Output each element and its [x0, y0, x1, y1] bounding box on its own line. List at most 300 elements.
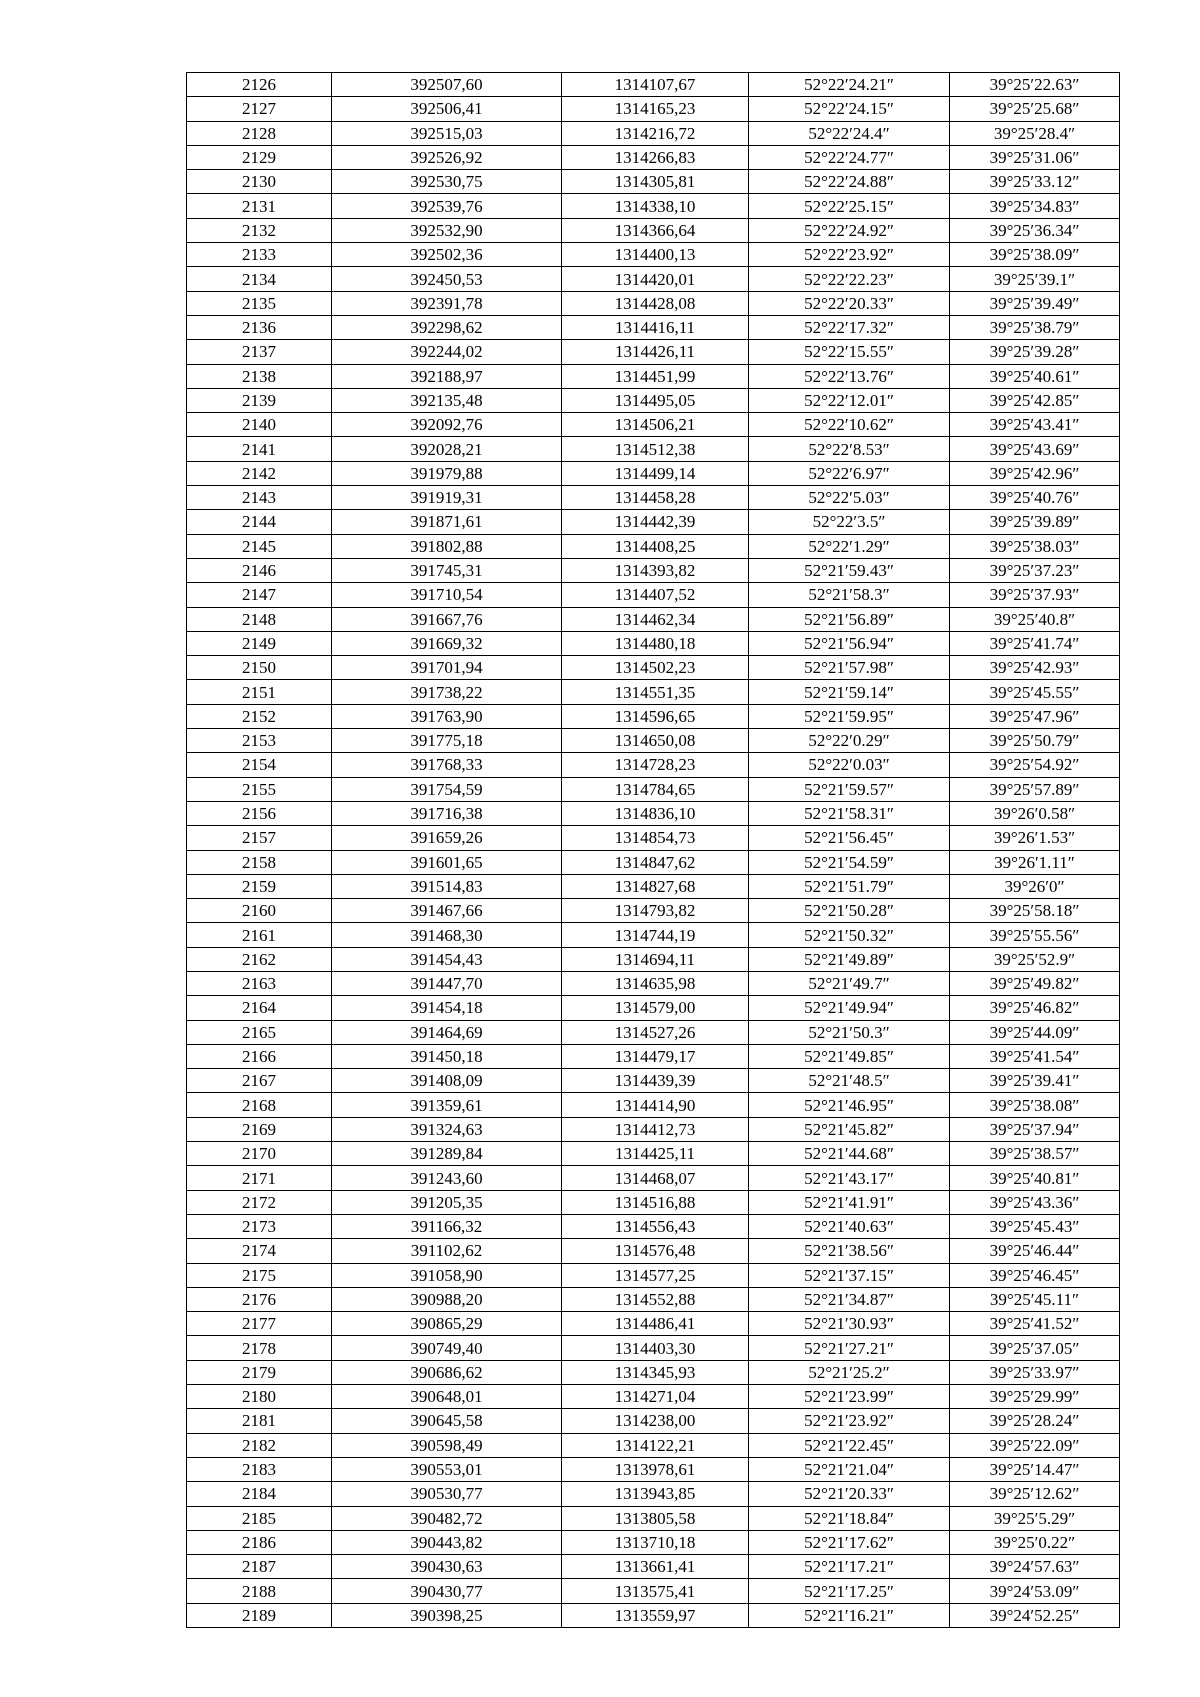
longitude-cell: 39°26′0″ [950, 874, 1120, 898]
y-coordinate-cell: 1314556,43 [562, 1214, 749, 1238]
x-coordinate-cell: 391408,09 [332, 1069, 562, 1093]
table-row [187, 1263, 1120, 1287]
latitude-cell: 52°21′50.28″ [749, 899, 950, 923]
latitude-cell: 52°22′13.76″ [749, 364, 950, 388]
longitude-cell: 39°25′41.74″ [950, 631, 1120, 655]
latitude-cell: 52°22′17.32″ [749, 315, 950, 339]
point-number-cell: 2127 [187, 97, 332, 121]
point-number-cell: 2171 [187, 1166, 332, 1190]
longitude-cell: 39°25′40.76″ [950, 486, 1120, 510]
latitude-cell: 52°21′41.91″ [749, 1190, 950, 1214]
point-number-cell: 2140 [187, 413, 332, 437]
longitude-cell: 39°25′40.8″ [950, 607, 1120, 631]
x-coordinate-cell: 392515,03 [332, 121, 562, 145]
longitude-cell: 39°25′38.08″ [950, 1093, 1120, 1117]
table-row [187, 97, 1120, 121]
y-coordinate-cell: 1313978,61 [562, 1457, 749, 1481]
latitude-cell: 52°21′23.92″ [749, 1409, 950, 1433]
point-number-cell: 2139 [187, 388, 332, 412]
y-coordinate-cell: 1314468,07 [562, 1166, 749, 1190]
table-row [187, 534, 1120, 558]
point-number-cell: 2184 [187, 1482, 332, 1506]
point-number-cell: 2156 [187, 801, 332, 825]
x-coordinate-cell: 390865,29 [332, 1312, 562, 1336]
y-coordinate-cell: 1314527,26 [562, 1020, 749, 1044]
table-row [187, 145, 1120, 169]
table-row [187, 1385, 1120, 1409]
table-row [187, 170, 1120, 194]
point-number-cell: 2136 [187, 315, 332, 339]
y-coordinate-cell: 1314408,25 [562, 534, 749, 558]
table-row [187, 1117, 1120, 1141]
point-number-cell: 2126 [187, 73, 332, 97]
latitude-cell: 52°21′59.57″ [749, 777, 950, 801]
latitude-cell: 52°22′24.21″ [749, 73, 950, 97]
longitude-cell: 39°25′37.94″ [950, 1117, 1120, 1141]
latitude-cell: 52°21′45.82″ [749, 1117, 950, 1141]
point-number-cell: 2162 [187, 947, 332, 971]
table-row [187, 899, 1120, 923]
latitude-cell: 52°21′51.79″ [749, 874, 950, 898]
latitude-cell: 52°21′17.62″ [749, 1530, 950, 1554]
table-row [187, 1287, 1120, 1311]
x-coordinate-cell: 391763,90 [332, 704, 562, 728]
table-row [187, 583, 1120, 607]
table-row [187, 826, 1120, 850]
x-coordinate-cell: 391514,83 [332, 874, 562, 898]
x-coordinate-cell: 391754,59 [332, 777, 562, 801]
y-coordinate-cell: 1314499,14 [562, 461, 749, 485]
y-coordinate-cell: 1314836,10 [562, 801, 749, 825]
y-coordinate-cell: 1314426,11 [562, 340, 749, 364]
longitude-cell: 39°25′54.92″ [950, 753, 1120, 777]
point-number-cell: 2170 [187, 1142, 332, 1166]
x-coordinate-cell: 390430,63 [332, 1555, 562, 1579]
y-coordinate-cell: 1314650,08 [562, 729, 749, 753]
x-coordinate-cell: 391450,18 [332, 1044, 562, 1068]
point-number-cell: 2160 [187, 899, 332, 923]
longitude-cell: 39°25′28.24″ [950, 1409, 1120, 1433]
x-coordinate-cell: 391166,32 [332, 1214, 562, 1238]
latitude-cell: 52°21′58.31″ [749, 801, 950, 825]
point-number-cell: 2129 [187, 145, 332, 169]
table-row [187, 971, 1120, 995]
table-row [187, 1020, 1120, 1044]
latitude-cell: 52°22′1.29″ [749, 534, 950, 558]
longitude-cell: 39°25′12.62″ [950, 1482, 1120, 1506]
x-coordinate-cell: 392188,97 [332, 364, 562, 388]
y-coordinate-cell: 1314480,18 [562, 631, 749, 655]
x-coordinate-cell: 392539,76 [332, 194, 562, 218]
table-row [187, 413, 1120, 437]
x-coordinate-cell: 391454,18 [332, 996, 562, 1020]
latitude-cell: 52°22′5.03″ [749, 486, 950, 510]
longitude-cell: 39°25′47.96″ [950, 704, 1120, 728]
x-coordinate-cell: 390430,77 [332, 1579, 562, 1603]
latitude-cell: 52°21′38.56″ [749, 1239, 950, 1263]
point-number-cell: 2143 [187, 486, 332, 510]
point-number-cell: 2159 [187, 874, 332, 898]
point-number-cell: 2182 [187, 1433, 332, 1457]
point-number-cell: 2164 [187, 996, 332, 1020]
latitude-cell: 52°21′50.32″ [749, 923, 950, 947]
x-coordinate-cell: 391468,30 [332, 923, 562, 947]
point-number-cell: 2172 [187, 1190, 332, 1214]
y-coordinate-cell: 1314266,83 [562, 145, 749, 169]
y-coordinate-cell: 1313943,85 [562, 1482, 749, 1506]
longitude-cell: 39°25′5.29″ [950, 1506, 1120, 1530]
point-number-cell: 2177 [187, 1312, 332, 1336]
x-coordinate-cell: 391802,88 [332, 534, 562, 558]
latitude-cell: 52°21′58.3″ [749, 583, 950, 607]
latitude-cell: 52°21′23.99″ [749, 1385, 950, 1409]
point-number-cell: 2188 [187, 1579, 332, 1603]
x-coordinate-cell: 391058,90 [332, 1263, 562, 1287]
longitude-cell: 39°25′43.36″ [950, 1190, 1120, 1214]
point-number-cell: 2163 [187, 971, 332, 995]
longitude-cell: 39°25′45.55″ [950, 680, 1120, 704]
y-coordinate-cell: 1313805,58 [562, 1506, 749, 1530]
x-coordinate-cell: 392092,76 [332, 413, 562, 437]
point-number-cell: 2181 [187, 1409, 332, 1433]
table-row [187, 729, 1120, 753]
y-coordinate-cell: 1314458,28 [562, 486, 749, 510]
point-number-cell: 2173 [187, 1214, 332, 1238]
latitude-cell: 52°21′21.04″ [749, 1457, 950, 1481]
point-number-cell: 2187 [187, 1555, 332, 1579]
table-row [187, 923, 1120, 947]
table-row [187, 267, 1120, 291]
y-coordinate-cell: 1314596,65 [562, 704, 749, 728]
table-row [187, 680, 1120, 704]
point-number-cell: 2135 [187, 291, 332, 315]
point-number-cell: 2166 [187, 1044, 332, 1068]
latitude-cell: 52°21′37.15″ [749, 1263, 950, 1287]
point-number-cell: 2176 [187, 1287, 332, 1311]
x-coordinate-cell: 391768,33 [332, 753, 562, 777]
table-row [187, 510, 1120, 534]
longitude-cell: 39°25′36.34″ [950, 218, 1120, 242]
x-coordinate-cell: 391738,22 [332, 680, 562, 704]
y-coordinate-cell: 1314502,23 [562, 656, 749, 680]
x-coordinate-cell: 390398,25 [332, 1603, 562, 1627]
x-coordinate-cell: 391289,84 [332, 1142, 562, 1166]
y-coordinate-cell: 1314122,21 [562, 1433, 749, 1457]
latitude-cell: 52°22′6.97″ [749, 461, 950, 485]
table-row [187, 243, 1120, 267]
latitude-cell: 52°22′12.01″ [749, 388, 950, 412]
y-coordinate-cell: 1314451,99 [562, 364, 749, 388]
longitude-cell: 39°26′1.11″ [950, 850, 1120, 874]
y-coordinate-cell: 1314428,08 [562, 291, 749, 315]
x-coordinate-cell: 392450,53 [332, 267, 562, 291]
x-coordinate-cell: 391243,60 [332, 1166, 562, 1190]
y-coordinate-cell: 1314635,98 [562, 971, 749, 995]
y-coordinate-cell: 1314512,38 [562, 437, 749, 461]
x-coordinate-cell: 390648,01 [332, 1385, 562, 1409]
x-coordinate-cell: 392244,02 [332, 340, 562, 364]
longitude-cell: 39°25′41.54″ [950, 1044, 1120, 1068]
latitude-cell: 52°22′3.5″ [749, 510, 950, 534]
table-row [187, 1166, 1120, 1190]
x-coordinate-cell: 391871,61 [332, 510, 562, 534]
x-coordinate-cell: 390749,40 [332, 1336, 562, 1360]
latitude-cell: 52°22′24.92″ [749, 218, 950, 242]
point-number-cell: 2141 [187, 437, 332, 461]
x-coordinate-cell: 390443,82 [332, 1530, 562, 1554]
longitude-cell: 39°25′22.63″ [950, 73, 1120, 97]
longitude-cell: 39°25′55.56″ [950, 923, 1120, 947]
point-number-cell: 2189 [187, 1603, 332, 1627]
longitude-cell: 39°25′41.52″ [950, 1312, 1120, 1336]
y-coordinate-cell: 1314847,62 [562, 850, 749, 874]
longitude-cell: 39°25′42.96″ [950, 461, 1120, 485]
longitude-cell: 39°25′38.79″ [950, 315, 1120, 339]
x-coordinate-cell: 391775,18 [332, 729, 562, 753]
x-coordinate-cell: 391102,62 [332, 1239, 562, 1263]
latitude-cell: 52°22′22.23″ [749, 267, 950, 291]
longitude-cell: 39°25′46.44″ [950, 1239, 1120, 1263]
latitude-cell: 52°21′46.95″ [749, 1093, 950, 1117]
longitude-cell: 39°25′42.85″ [950, 388, 1120, 412]
y-coordinate-cell: 1314439,39 [562, 1069, 749, 1093]
point-number-cell: 2146 [187, 558, 332, 582]
latitude-cell: 52°21′16.21″ [749, 1603, 950, 1627]
y-coordinate-cell: 1314425,11 [562, 1142, 749, 1166]
table-row [187, 558, 1120, 582]
point-number-cell: 2174 [187, 1239, 332, 1263]
longitude-cell: 39°25′29.99″ [950, 1385, 1120, 1409]
point-number-cell: 2137 [187, 340, 332, 364]
longitude-cell: 39°25′44.09″ [950, 1020, 1120, 1044]
latitude-cell: 52°21′17.21″ [749, 1555, 950, 1579]
longitude-cell: 39°26′1.53″ [950, 826, 1120, 850]
y-coordinate-cell: 1314577,25 [562, 1263, 749, 1287]
longitude-cell: 39°25′42.93″ [950, 656, 1120, 680]
table-row [187, 73, 1120, 97]
table-row [187, 364, 1120, 388]
x-coordinate-cell: 392506,41 [332, 97, 562, 121]
table-row [187, 291, 1120, 315]
longitude-cell: 39°24′52.25″ [950, 1603, 1120, 1627]
point-number-cell: 2149 [187, 631, 332, 655]
point-number-cell: 2185 [187, 1506, 332, 1530]
x-coordinate-cell: 391701,94 [332, 656, 562, 680]
latitude-cell: 52°21′20.33″ [749, 1482, 950, 1506]
point-number-cell: 2153 [187, 729, 332, 753]
latitude-cell: 52°21′48.5″ [749, 1069, 950, 1093]
y-coordinate-cell: 1314728,23 [562, 753, 749, 777]
y-coordinate-cell: 1314462,34 [562, 607, 749, 631]
latitude-cell: 52°21′59.14″ [749, 680, 950, 704]
table-row [187, 1360, 1120, 1384]
longitude-cell: 39°25′22.09″ [950, 1433, 1120, 1457]
y-coordinate-cell: 1313710,18 [562, 1530, 749, 1554]
table-row [187, 850, 1120, 874]
x-coordinate-cell: 391464,69 [332, 1020, 562, 1044]
table-row [187, 801, 1120, 825]
y-coordinate-cell: 1314420,01 [562, 267, 749, 291]
table-row [187, 656, 1120, 680]
latitude-cell: 52°22′24.88″ [749, 170, 950, 194]
latitude-cell: 52°21′49.85″ [749, 1044, 950, 1068]
table-row [187, 1482, 1120, 1506]
table-row [187, 874, 1120, 898]
y-coordinate-cell: 1314479,17 [562, 1044, 749, 1068]
table-row [187, 1239, 1120, 1263]
x-coordinate-cell: 391601,65 [332, 850, 562, 874]
point-number-cell: 2138 [187, 364, 332, 388]
latitude-cell: 52°22′25.15″ [749, 194, 950, 218]
longitude-cell: 39°25′34.83″ [950, 194, 1120, 218]
point-number-cell: 2186 [187, 1530, 332, 1554]
y-coordinate-cell: 1314854,73 [562, 826, 749, 850]
point-number-cell: 2151 [187, 680, 332, 704]
point-number-cell: 2178 [187, 1336, 332, 1360]
longitude-cell: 39°24′57.63″ [950, 1555, 1120, 1579]
y-coordinate-cell: 1314407,52 [562, 583, 749, 607]
table-row [187, 631, 1120, 655]
table-row [187, 1506, 1120, 1530]
y-coordinate-cell: 1313575,41 [562, 1579, 749, 1603]
x-coordinate-cell: 392502,36 [332, 243, 562, 267]
longitude-cell: 39°25′33.97″ [950, 1360, 1120, 1384]
x-coordinate-cell: 390645,58 [332, 1409, 562, 1433]
longitude-cell: 39°25′14.47″ [950, 1457, 1120, 1481]
y-coordinate-cell: 1314506,21 [562, 413, 749, 437]
latitude-cell: 52°21′22.45″ [749, 1433, 950, 1457]
coordinates-table-body [187, 73, 1120, 1628]
table-row [187, 1312, 1120, 1336]
y-coordinate-cell: 1314216,72 [562, 121, 749, 145]
x-coordinate-cell: 392507,60 [332, 73, 562, 97]
table-row [187, 704, 1120, 728]
coordinates-table [186, 72, 1120, 1628]
x-coordinate-cell: 391919,31 [332, 486, 562, 510]
table-row [187, 1433, 1120, 1457]
point-number-cell: 2152 [187, 704, 332, 728]
latitude-cell: 52°21′17.25″ [749, 1579, 950, 1603]
latitude-cell: 52°22′20.33″ [749, 291, 950, 315]
y-coordinate-cell: 1314827,68 [562, 874, 749, 898]
point-number-cell: 2131 [187, 194, 332, 218]
longitude-cell: 39°25′37.05″ [950, 1336, 1120, 1360]
y-coordinate-cell: 1314414,90 [562, 1093, 749, 1117]
table-row [187, 1457, 1120, 1481]
x-coordinate-cell: 392532,90 [332, 218, 562, 242]
x-coordinate-cell: 390686,62 [332, 1360, 562, 1384]
latitude-cell: 52°21′59.95″ [749, 704, 950, 728]
point-number-cell: 2147 [187, 583, 332, 607]
y-coordinate-cell: 1314442,39 [562, 510, 749, 534]
x-coordinate-cell: 392028,21 [332, 437, 562, 461]
latitude-cell: 52°22′24.4″ [749, 121, 950, 145]
table-row [187, 1336, 1120, 1360]
table-row [187, 194, 1120, 218]
x-coordinate-cell: 391324,63 [332, 1117, 562, 1141]
x-coordinate-cell: 391667,76 [332, 607, 562, 631]
y-coordinate-cell: 1313559,97 [562, 1603, 749, 1627]
table-row [187, 1214, 1120, 1238]
x-coordinate-cell: 390553,01 [332, 1457, 562, 1481]
latitude-cell: 52°21′59.43″ [749, 558, 950, 582]
y-coordinate-cell: 1314416,11 [562, 315, 749, 339]
y-coordinate-cell: 1314694,11 [562, 947, 749, 971]
point-number-cell: 2148 [187, 607, 332, 631]
x-coordinate-cell: 391659,26 [332, 826, 562, 850]
point-number-cell: 2142 [187, 461, 332, 485]
latitude-cell: 52°22′23.92″ [749, 243, 950, 267]
longitude-cell: 39°25′43.69″ [950, 437, 1120, 461]
table-row [187, 1142, 1120, 1166]
latitude-cell: 52°21′54.59″ [749, 850, 950, 874]
latitude-cell: 52°21′57.98″ [749, 656, 950, 680]
table-row [187, 607, 1120, 631]
x-coordinate-cell: 391669,32 [332, 631, 562, 655]
table-row [187, 1555, 1120, 1579]
table-row [187, 1093, 1120, 1117]
y-coordinate-cell: 1314403,30 [562, 1336, 749, 1360]
point-number-cell: 2154 [187, 753, 332, 777]
longitude-cell: 39°25′45.43″ [950, 1214, 1120, 1238]
y-coordinate-cell: 1314400,13 [562, 243, 749, 267]
longitude-cell: 39°25′0.22″ [950, 1530, 1120, 1554]
point-number-cell: 2175 [187, 1263, 332, 1287]
longitude-cell: 39°25′43.41″ [950, 413, 1120, 437]
latitude-cell: 52°22′10.62″ [749, 413, 950, 437]
table-row [187, 121, 1120, 145]
longitude-cell: 39°26′0.58″ [950, 801, 1120, 825]
latitude-cell: 52°21′49.7″ [749, 971, 950, 995]
point-number-cell: 2134 [187, 267, 332, 291]
x-coordinate-cell: 391745,31 [332, 558, 562, 582]
longitude-cell: 39°25′40.81″ [950, 1166, 1120, 1190]
latitude-cell: 52°21′43.17″ [749, 1166, 950, 1190]
latitude-cell: 52°21′44.68″ [749, 1142, 950, 1166]
table-row [187, 315, 1120, 339]
x-coordinate-cell: 391710,54 [332, 583, 562, 607]
longitude-cell: 39°25′46.82″ [950, 996, 1120, 1020]
longitude-cell: 39°25′37.93″ [950, 583, 1120, 607]
y-coordinate-cell: 1314412,73 [562, 1117, 749, 1141]
table-row [187, 486, 1120, 510]
table-row [187, 753, 1120, 777]
table-row [187, 1190, 1120, 1214]
longitude-cell: 39°25′33.12″ [950, 170, 1120, 194]
y-coordinate-cell: 1314345,93 [562, 1360, 749, 1384]
x-coordinate-cell: 392298,62 [332, 315, 562, 339]
table-row [187, 1409, 1120, 1433]
longitude-cell: 39°25′39.49″ [950, 291, 1120, 315]
latitude-cell: 52°21′25.2″ [749, 1360, 950, 1384]
x-coordinate-cell: 391716,38 [332, 801, 562, 825]
point-number-cell: 2128 [187, 121, 332, 145]
x-coordinate-cell: 391467,66 [332, 899, 562, 923]
table-row [187, 437, 1120, 461]
point-number-cell: 2144 [187, 510, 332, 534]
x-coordinate-cell: 390530,77 [332, 1482, 562, 1506]
x-coordinate-cell: 390598,49 [332, 1433, 562, 1457]
latitude-cell: 52°21′40.63″ [749, 1214, 950, 1238]
latitude-cell: 52°21′50.3″ [749, 1020, 950, 1044]
longitude-cell: 39°25′38.03″ [950, 534, 1120, 558]
table-row [187, 996, 1120, 1020]
point-number-cell: 2168 [187, 1093, 332, 1117]
point-number-cell: 2133 [187, 243, 332, 267]
latitude-cell: 52°22′24.15″ [749, 97, 950, 121]
point-number-cell: 2130 [187, 170, 332, 194]
y-coordinate-cell: 1314495,05 [562, 388, 749, 412]
